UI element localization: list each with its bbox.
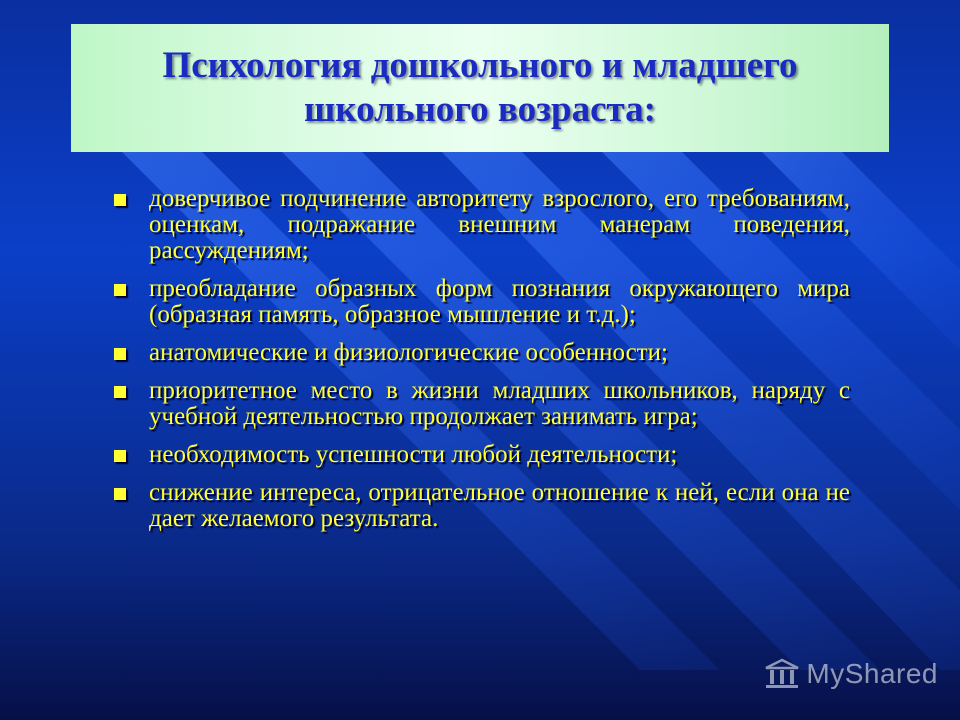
title-line-1: Психология дошкольного и младшего (162, 45, 798, 86)
square-bullet-icon (114, 488, 126, 500)
square-bullet-icon (114, 348, 126, 360)
bullet-text: преобладание образных форм познания окружающего мира (образная память, образное мышление и т.д.); (149, 275, 850, 328)
list-item (112, 276, 850, 328)
watermark-text: MyShared (806, 658, 938, 689)
list-item (112, 378, 850, 430)
bullet-text: снижение интереса, отрицательное отношение к ней, если она не дает желаемого результата. (149, 479, 850, 532)
square-bullet-icon (114, 284, 126, 296)
bullet-text: анатомические и физиологические особенности; (149, 339, 668, 366)
bullet-text: необходимость успешности любой деятельности; (149, 441, 678, 468)
building-icon (764, 658, 800, 690)
title-box (71, 24, 889, 152)
list-item (112, 480, 850, 532)
bullet-text: приоритетное место в жизни младших школьников, наряду с учебной деятельностью продолжает занимать игра; (149, 377, 850, 430)
square-bullet-icon (114, 450, 126, 462)
bullet-text: доверчивое подчинение авторитету взрослого, его требованиям, оценкам, подражание внешним манерам поведения, рассуждениям; (149, 185, 850, 264)
list-item (112, 186, 850, 264)
list-item (112, 340, 850, 366)
square-bullet-icon (114, 194, 126, 206)
title-line-2: школьного возраста: (304, 89, 656, 130)
watermark (764, 658, 938, 690)
list-item (112, 442, 850, 468)
square-bullet-icon (114, 386, 126, 398)
bullet-list (112, 186, 850, 544)
slide-title (162, 44, 797, 132)
